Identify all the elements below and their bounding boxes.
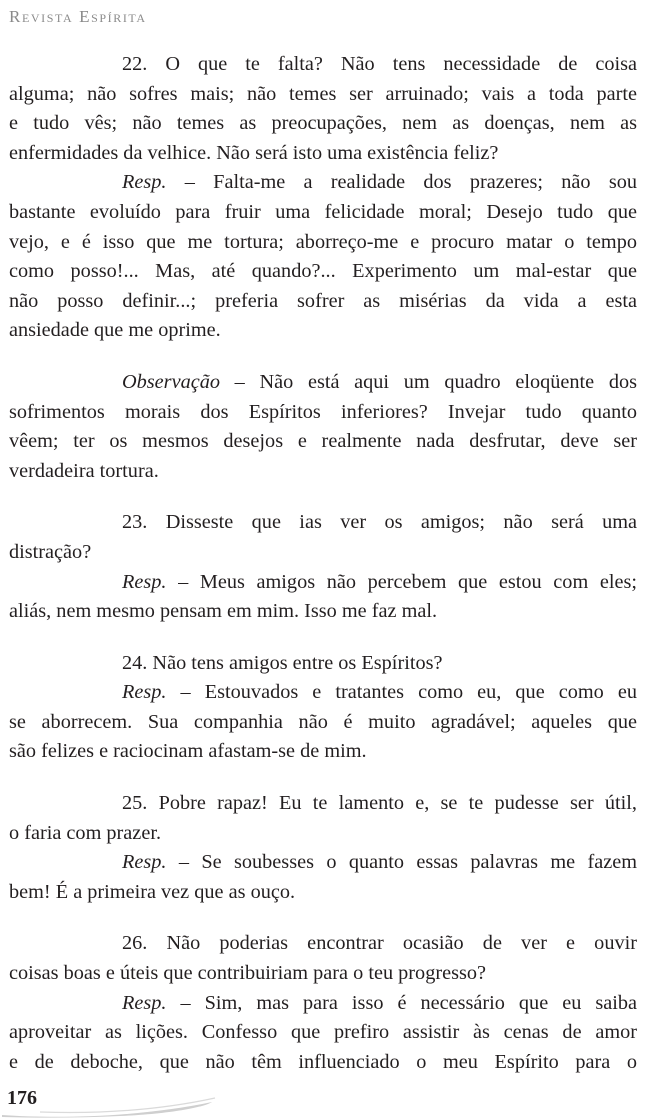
answer-25-line: Resp. – Se soubesses o quanto essas palavras me fazem	[122, 851, 637, 874]
question-23-line: distração?	[9, 540, 92, 563]
answer-23-line: aliás, nem mesmo pensam em mim. Isso me faz mal.	[9, 600, 438, 623]
question-25-line: o faria com prazer.	[9, 821, 162, 844]
answer-26-line: aproveitar as lições. Confesso que prefiro assistir às cenas de amor	[9, 1021, 637, 1044]
question-22-line: alguma; não sofres mais; não temes ser arruinado; vais a toda parte	[9, 82, 637, 105]
question-26-line: coisas boas e úteis que contribuiriam para o teu progresso?	[9, 962, 487, 985]
page-number: 176	[7, 1087, 37, 1109]
observation-line: sofrimentos morais dos Espíritos inferiores? Invejar tudo quanto	[9, 400, 637, 423]
observation-label: Observação	[122, 370, 220, 393]
resp-label: Resp.	[122, 681, 167, 704]
resp-label: Resp.	[122, 851, 167, 874]
answer-24-line: se aborrecem. Sua companhia não é muito agradável; aqueles que	[9, 710, 637, 733]
observation-line: verdadeira tortura.	[9, 459, 159, 482]
question-24-line: 24. Não tens amigos entre os Espíritos?	[122, 651, 443, 674]
answer-24-line: Resp. – Estouvados e tratantes como eu, que como eu	[122, 681, 637, 704]
answer-22-line: não posso definir...; preferia sofrer as misérias da vida a esta	[9, 289, 637, 312]
answer-24-line: são felizes e raciocinam afastam-se de mim.	[9, 740, 367, 763]
answer-22-line: bastante evoluído para fruir uma felicidade moral; Desejo tudo que	[9, 200, 637, 223]
question-25-line: 25. Pobre rapaz! Eu te lamento e, se te pudesse ser útil,	[122, 792, 637, 815]
question-22-line: e tudo vês; não temes as preocupações, nem as doenças, nem as	[9, 112, 637, 135]
question-23-line: 23. Disseste que ias ver os amigos; não será uma	[122, 511, 637, 534]
observation-line: vêem; ter os mesmos desejos e realmente nada desfrutar, deve ser	[9, 430, 637, 453]
answer-26-line: Resp. – Sim, mas para isso é necessário que eu saiba	[122, 991, 637, 1014]
observation-line: Observação – Não está aqui um quadro eloqüente dos	[122, 370, 637, 393]
resp-label: Resp.	[122, 991, 167, 1014]
question-22-line: 22. O que te falta? Não tens necessidade de coisa	[122, 53, 637, 75]
question-22-line: enfermidades da velhice. Não será isto uma existência feliz?	[9, 141, 499, 164]
answer-25-line: bem! É a primeira vez que as ouço.	[9, 880, 296, 903]
running-head: Revista Espírita	[9, 7, 147, 26]
answer-22-line: como posso!... Mas, até quando?... Experimento um mal-estar que	[9, 260, 637, 283]
answer-22-line: ansiedade que me oprime.	[9, 319, 221, 342]
answer-26-line: e de deboche, que não têm influenciado o meu Espírito para o	[9, 1050, 637, 1073]
answer-22-line: Resp. – Falta-me a realidade dos prazeres; não sou	[122, 171, 637, 194]
resp-label: Resp.	[122, 570, 167, 593]
question-26-line: 26. Não poderias encontrar ocasião de ver e ouvir	[122, 932, 637, 955]
page-body	[9, 50, 637, 1077]
answer-23-line: Resp. – Meus amigos não percebem que estou com eles;	[122, 570, 637, 593]
answer-22-line: vejo, e é isso que me tortura; aborreço-me e procuro matar o tempo	[9, 230, 637, 253]
resp-label: Resp.	[122, 171, 167, 194]
